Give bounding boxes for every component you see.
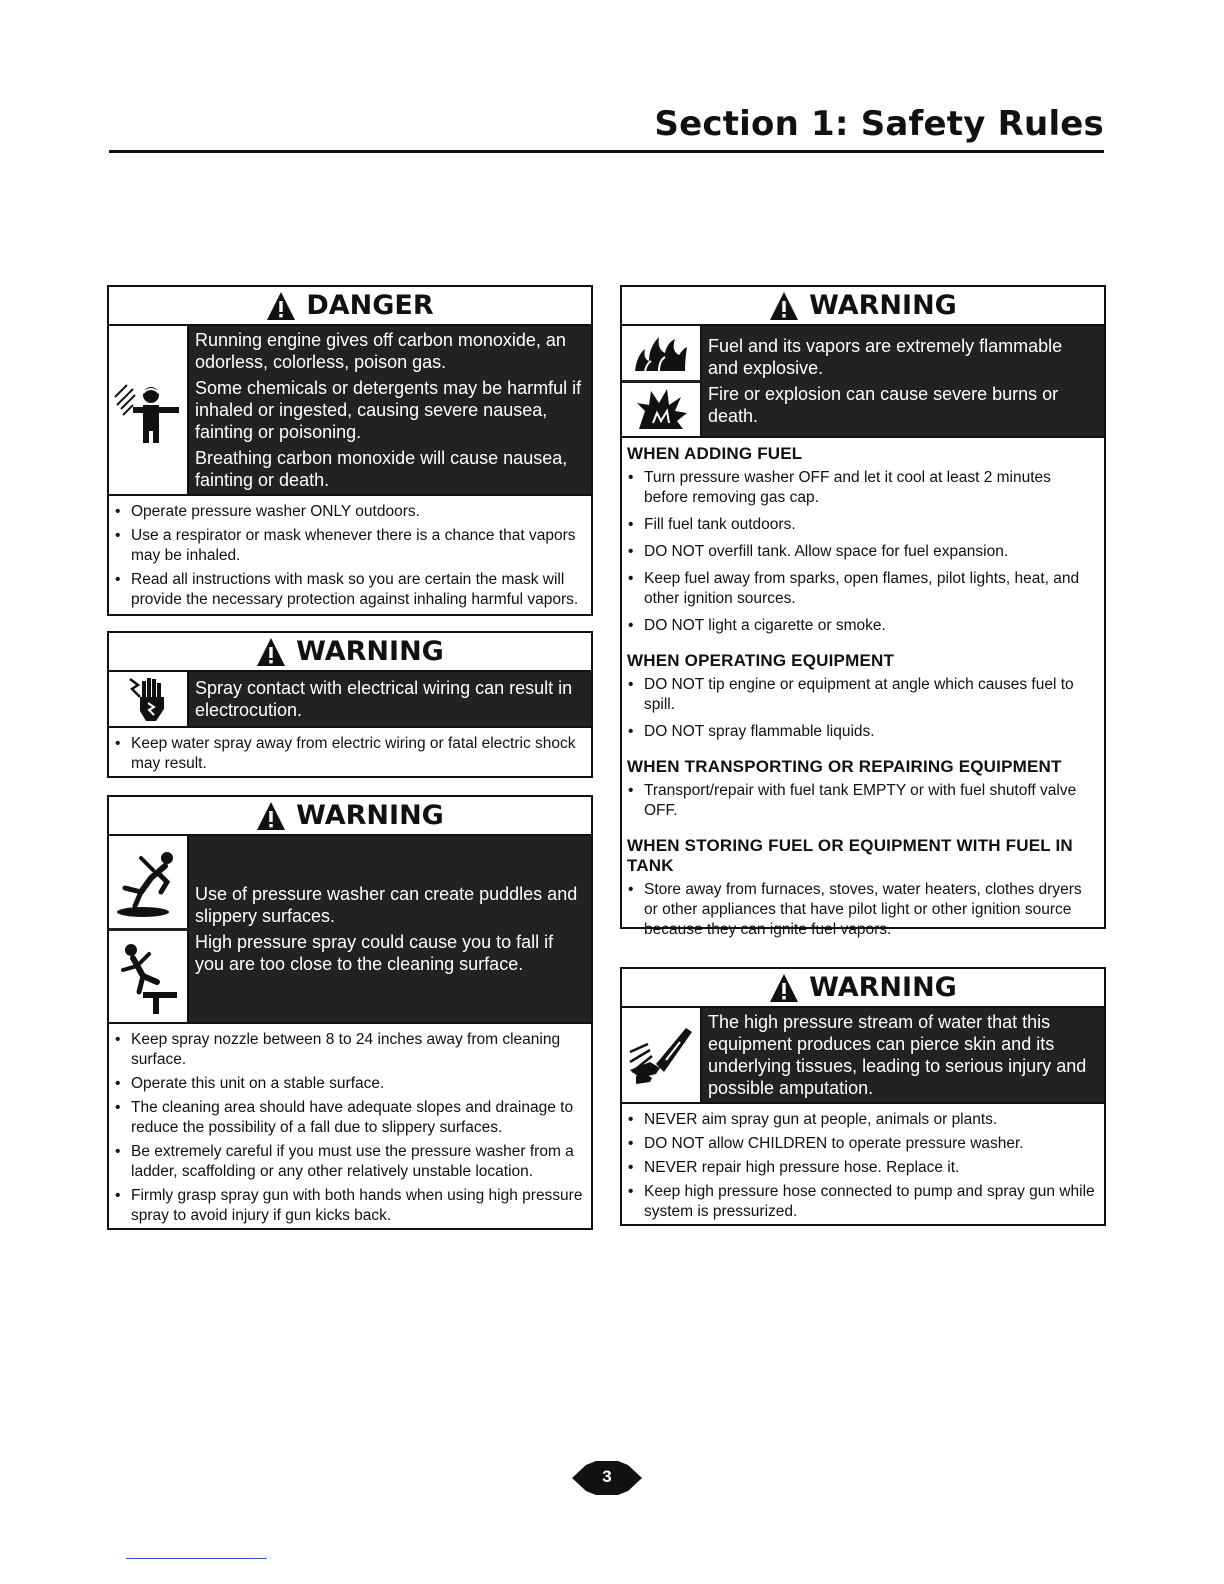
danger-header-label: DANGER <box>306 290 434 321</box>
list-item: • DO NOT overfill tank. Allow space for fuel expansion. <box>644 542 1098 562</box>
danger-header <box>109 287 591 326</box>
warning-injection-message-1: The high pressure stream of water that this equipment produces can pierce skin and its underlying tissues, leading to serious injury and possible amputation. <box>708 1011 1087 1098</box>
list-item: • Turn pressure washer OFF and let it cool at least 2 minutes before removing gas cap. <box>644 468 1098 508</box>
explosion-icon <box>622 380 702 437</box>
section-heading: WHEN ADDING FUEL <box>627 444 803 463</box>
fuel-section-adding <box>622 438 1104 645</box>
list-item: • Keep high pressure hose connected to pump and spray gun while system is pressurized. <box>644 1182 1098 1222</box>
warning-injection-bullet-list <box>622 1104 1104 1228</box>
warning-electric-header <box>109 633 591 672</box>
fuel-section-transporting <box>622 751 1104 830</box>
list-item: • DO NOT allow CHILDREN to operate pressure washer. <box>644 1134 1098 1154</box>
list-item: • NEVER aim spray gun at people, animals or plants. <box>644 1110 1098 1130</box>
electric-shock-icon <box>109 672 189 726</box>
list-item: • Operate this unit on a stable surface. <box>131 1074 585 1094</box>
page-number-badge <box>572 1461 642 1495</box>
section-bullet-list <box>622 777 1104 830</box>
section-heading: WHEN STORING FUEL OR EQUIPMENT WITH FUEL IN TANK <box>627 836 1073 875</box>
warning-slip-message-panel <box>109 836 591 1024</box>
danger-message-2: Some chemicals or detergents may be harmful if inhaled or ingested, causing severe nausea, fainting or poisoning. <box>195 377 582 442</box>
warning-slip-message-2: High pressure spray could cause you to fall if you are too close to the cleaning surface. <box>195 931 554 974</box>
section-bullet-list <box>622 876 1104 949</box>
list-item: • Keep spray nozzle between 8 to 24 inches away from cleaning surface. <box>131 1030 585 1070</box>
fuel-section-operating <box>622 645 1104 751</box>
page-title: Section 1: Safety Rules <box>654 104 1104 144</box>
section-bullet-list <box>622 464 1104 645</box>
warning-slip-message-1: Use of pressure washer can create puddles and slippery surfaces. <box>195 883 578 926</box>
list-item: • The cleaning area should have adequate slopes and drainage to reduce the possibility of a fall due to slippery surfaces. <box>131 1098 585 1138</box>
title-rule <box>109 150 1104 153</box>
skin-injection-icon <box>622 1008 702 1102</box>
alert-triangle-icon <box>266 291 296 321</box>
list-item: • Keep fuel away from sparks, open flames, pilot lights, heat, and other ignition sources. <box>644 569 1098 609</box>
warning-electric-box <box>107 631 593 778</box>
warning-injection-header <box>622 969 1104 1008</box>
footer-line <box>126 1558 267 1559</box>
list-item: • Store away from furnaces, stoves, water heaters, clothes dryers or other appliances that have pilot light or other ignition source because they can ignite fuel vapors. <box>644 880 1098 940</box>
warning-electric-message-panel <box>109 672 591 728</box>
list-item: • Transport/repair with fuel tank EMPTY or with fuel shutoff valve OFF. <box>644 781 1098 821</box>
warning-slip-box <box>107 795 593 1230</box>
list-item: • Keep water spray away from electric wiring or fatal electric shock may result. <box>131 734 585 774</box>
warning-injection-message-panel <box>622 1008 1104 1104</box>
fuel-section-storing <box>622 830 1104 949</box>
alert-triangle-icon <box>256 801 286 831</box>
list-item: • Be extremely careful if you must use the pressure washer from a ladder, scaffolding or any other relatively unstable location. <box>131 1142 585 1182</box>
danger-bullet-list <box>109 496 591 616</box>
warning-slip-header <box>109 797 591 836</box>
warning-injection-header-label: WARNING <box>809 972 957 1003</box>
list-item: • Use a respirator or mask whenever there is a chance that vapors may be inhaled. <box>131 526 585 566</box>
danger-message-1: Running engine gives off carbon monoxide, an odorless, colorless, poison gas. <box>195 329 566 372</box>
list-item: • Firmly grasp spray gun with both hands when using high pressure spray to avoid injury if gun kicks back. <box>131 1186 585 1226</box>
warning-fuel-box <box>620 285 1106 938</box>
danger-message-panel <box>109 326 591 496</box>
warning-fuel-header-label: WARNING <box>809 290 957 321</box>
warning-fuel-message-2: Fire or explosion can cause severe burns or death. <box>708 383 1059 426</box>
warning-injection-box <box>620 967 1106 1226</box>
warning-slip-header-label: WARNING <box>296 800 444 831</box>
warning-electric-bullet-list <box>109 728 591 780</box>
fall-hazard-icon <box>109 928 189 1023</box>
list-item: • DO NOT tip engine or equipment at angle which causes fuel to spill. <box>644 675 1098 715</box>
page-number: 3 <box>602 1467 612 1486</box>
list-item: • DO NOT spray flammable liquids. <box>644 722 1098 742</box>
section-heading: WHEN OPERATING EQUIPMENT <box>627 651 895 670</box>
list-item: • DO NOT light a cigarette or smoke. <box>644 616 1098 636</box>
warning-slip-bullet-list <box>109 1024 591 1232</box>
alert-triangle-icon <box>256 637 286 667</box>
fire-icon <box>622 326 702 380</box>
warning-fuel-message-1: Fuel and its vapors are extremely flammable and explosive. <box>708 335 1063 378</box>
alert-triangle-icon <box>769 973 799 1003</box>
list-item: • Read all instructions with mask so you are certain the mask will provide the necessary protection against inhaling harmful vapors. <box>131 570 585 610</box>
list-item: • Fill fuel tank outdoors. <box>644 515 1098 535</box>
list-item: • NEVER repair high pressure hose. Replace it. <box>644 1158 1098 1178</box>
warning-fuel-message-panel <box>622 326 1104 438</box>
warning-electric-message-1: Spray contact with electrical wiring can result in electrocution. <box>195 677 573 720</box>
slip-hazard-icon <box>109 836 189 928</box>
section-bullet-list <box>622 671 1104 751</box>
toxic-fumes-icon <box>109 326 189 494</box>
alert-triangle-icon <box>769 291 799 321</box>
warning-electric-header-label: WARNING <box>296 636 444 667</box>
danger-message-3: Breathing carbon monoxide will cause nausea, fainting or death. <box>195 447 568 490</box>
warning-fuel-header <box>622 287 1104 326</box>
list-item: • Operate pressure washer ONLY outdoors. <box>131 502 585 522</box>
danger-box <box>107 285 593 616</box>
section-heading: WHEN TRANSPORTING OR REPAIRING EQUIPMENT <box>627 757 1062 776</box>
